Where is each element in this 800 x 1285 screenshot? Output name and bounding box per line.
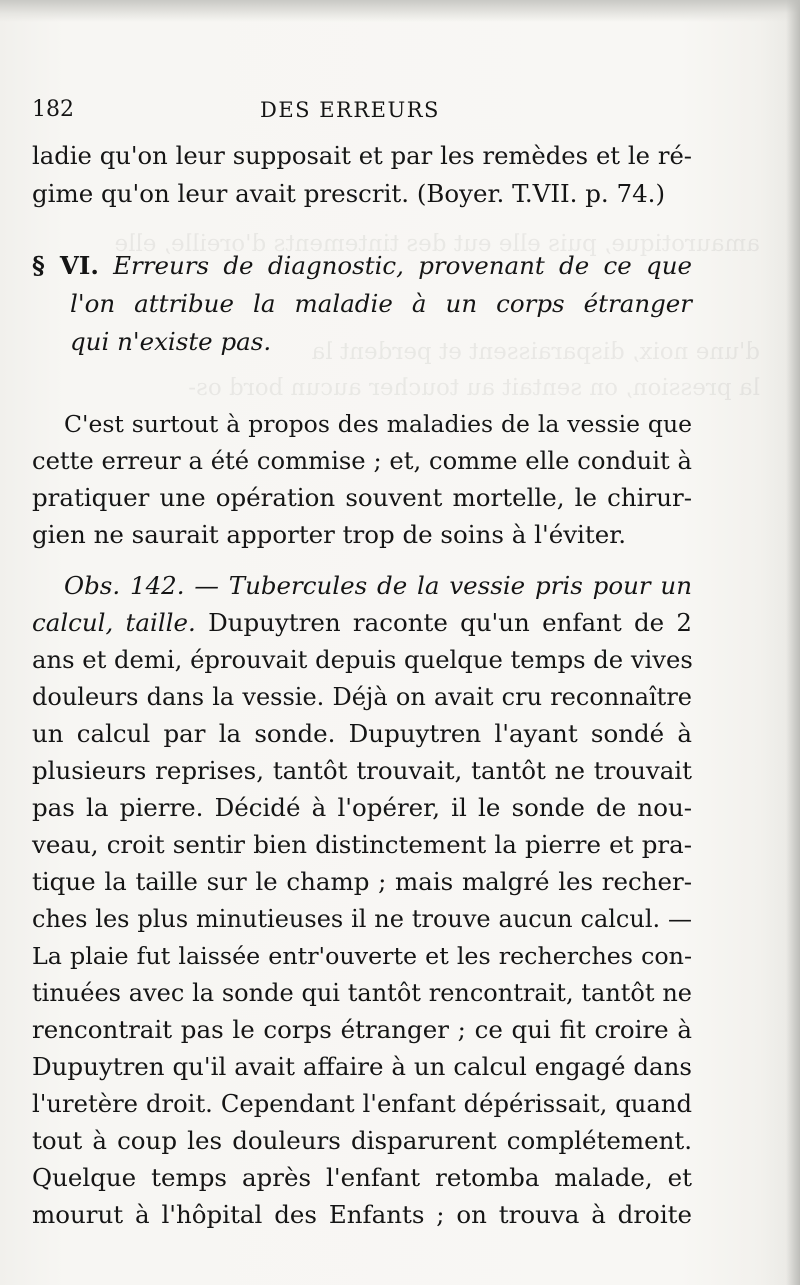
observation-text: Dupuytren raconte qu'un enfant de 2 xyxy=(208,608,692,637)
show-through-text: la pression, on sentait au toucher aucun bord os- xyxy=(188,375,760,401)
text-line: pratiquer une opération souvent mortelle, le chirur- xyxy=(32,483,692,512)
text-line: Dupuytren qu'il avait affaire à un calcul engagé dans xyxy=(32,1052,692,1081)
text-line: l'uretère droit. Cependant l'enfant dépérissait, quand xyxy=(32,1089,692,1118)
page-right-edge xyxy=(786,0,800,1285)
text-line: tique la taille sur le champ ; mais malgré les recher- xyxy=(32,867,692,896)
text-line: douleurs dans la vessie. Déjà on avait cru reconnaître xyxy=(32,683,692,711)
text-line: cette erreur a été commise ; et, comme elle conduit à xyxy=(32,446,692,475)
page-top-shadow xyxy=(0,0,800,22)
observation-title-line xyxy=(32,605,692,641)
section-title-part: Erreurs de diagnostic, provenant de ce que xyxy=(113,251,692,280)
observation-title: Obs. 142. — Tubercules de la vessie pris pour un xyxy=(64,571,692,600)
section-title-part: l'on attribue la maladie à un corps étranger xyxy=(70,289,692,318)
text-line: ladie qu'on leur supposait et par les remèdes et le ré- xyxy=(32,141,692,170)
observation-title-end: calcul, taille. xyxy=(32,608,196,637)
text-line: gime qu'on leur avait prescrit. (Boyer. T.VII. p. 74.) xyxy=(32,179,666,208)
text-line: ches les plus minutieuses il ne trouve aucun calcul. — xyxy=(32,905,692,933)
text-line: rencontrait pas le corps étranger ; ce qui fit croire à xyxy=(32,1015,692,1044)
page-header xyxy=(32,92,692,128)
text-line: C'est surtout à propos des maladies de la vessie que xyxy=(64,410,692,438)
page-number: 182 xyxy=(32,97,74,122)
text-line: mourut à l'hôpital des Enfants ; on trouva à droite xyxy=(32,1200,692,1229)
text-line: La plaie fut laissée entr'ouverte et les recherches con- xyxy=(32,942,692,970)
text-line: ans et demi, éprouvait depuis quelque temps de vives xyxy=(32,645,693,674)
text-line: pas la pierre. Décidé à l'opérer, il le sonde de nou- xyxy=(32,793,692,822)
section-title-part: qui n'existe pas. xyxy=(70,327,272,356)
text-line: gien ne saurait apporter trop de soins à l'éviter. xyxy=(32,520,627,549)
show-through-text: amaurotique, puis elle eut des tintements d'oreille, elle xyxy=(114,231,760,257)
text-line: veau, croit sentir bien distinctement la pierre et pra- xyxy=(32,830,692,859)
text-line: Quelque temps après l'enfant retomba malade, et xyxy=(32,1163,692,1192)
section-heading-line xyxy=(32,248,692,284)
text-line: tout à coup les douleurs disparurent complétement. xyxy=(32,1126,692,1155)
text-line: plusieurs reprises, tantôt trouvait, tantôt ne trouvait xyxy=(32,756,692,785)
running-head: DES ERREURS xyxy=(260,98,440,122)
text-line: un calcul par la sonde. Dupuytren l'ayant sondé à xyxy=(32,719,692,748)
show-through-text: d'une noix, disparaissent et perdent la xyxy=(311,339,760,365)
section-label: § VI. xyxy=(32,251,99,280)
text-line: tinuées avec la sonde qui tantôt rencontrait, tantôt ne xyxy=(32,979,692,1007)
